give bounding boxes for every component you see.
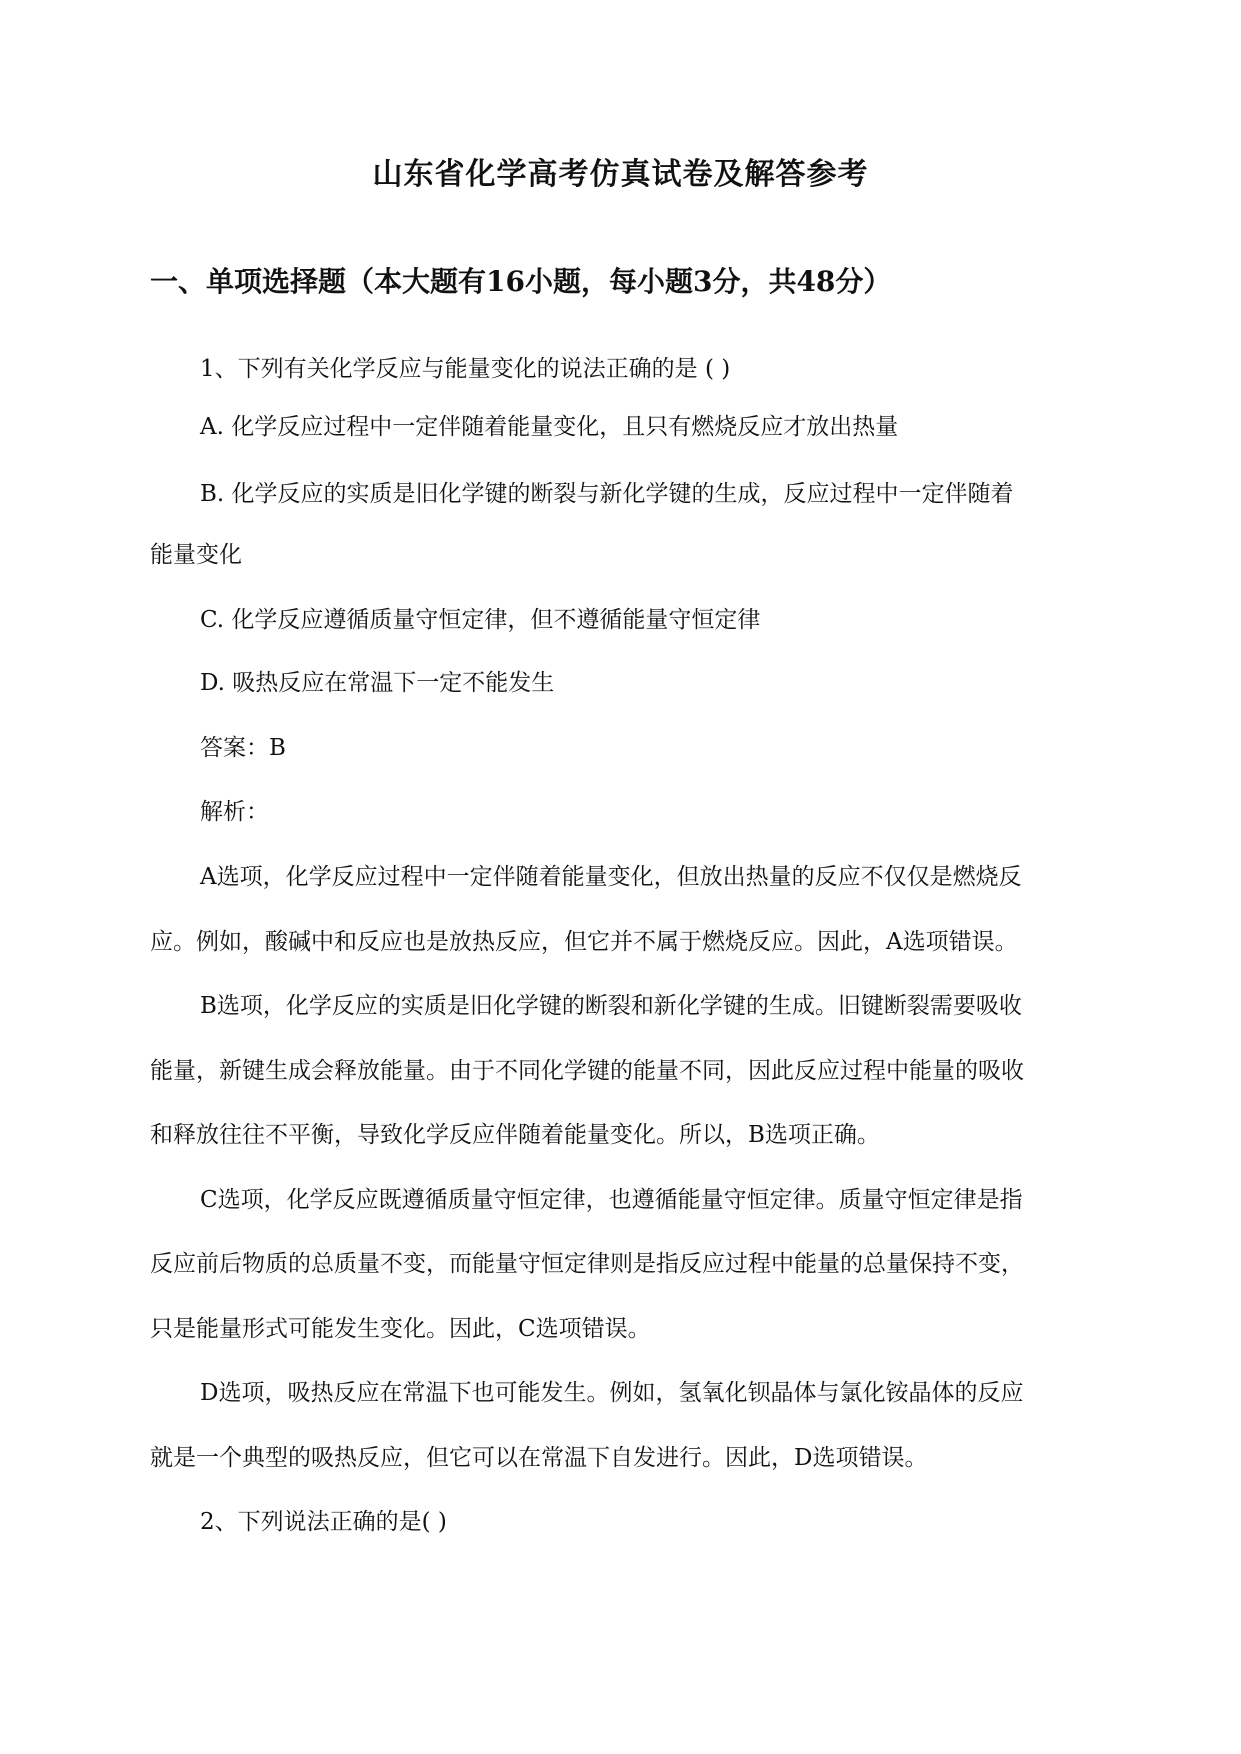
analysis-a-line-2: 应。例如，酸碱中和反应也是放热反应，但它并不属于燃烧反应。因此，A选项错误。: [150, 929, 1018, 955]
document-title: 山东省化学高考仿真试卷及解答参考: [372, 157, 869, 192]
question-1-option-d: D. 吸热反应在常温下一定不能发生: [200, 670, 555, 696]
question-1-option-b-line-2: 能量变化: [150, 542, 242, 568]
section-heading: 一、单项选择题（本大题有16小题，每小题3分，共48分）: [150, 265, 892, 298]
analysis-a-line-1: A选项，化学反应过程中一定伴随着能量变化，但放出热量的反应不仅仅是燃烧反: [200, 864, 1022, 890]
analysis-c-line-1: C选项，化学反应既遵循质量守恒定律，也遵循能量守恒定律。质量守恒定律是指: [200, 1187, 1023, 1213]
question-1-stem: 1、下列有关化学反应与能量变化的说法正确的是 ( ): [200, 356, 731, 382]
question-1-option-a: A. 化学反应过程中一定伴随着能量变化，且只有燃烧反应才放出热量: [200, 414, 899, 440]
analysis-c-line-3: 只是能量形式可能发生变化。因此，C选项错误。: [150, 1316, 651, 1342]
analysis-d-line-2: 就是一个典型的吸热反应，但它可以在常温下自发进行。因此，D选项错误。: [150, 1445, 928, 1471]
question-1-answer: 答案：B: [200, 735, 286, 761]
analysis-c-line-2: 反应前后物质的总质量不变，而能量守恒定律则是指反应过程中能量的总量保持不变，: [150, 1251, 1024, 1277]
question-2-stem: 2、下列说法正确的是( ): [200, 1509, 447, 1535]
analysis-b-line-3: 和释放往往不平衡，导致化学反应伴随着能量变化。所以，B选项正确。: [150, 1122, 880, 1148]
analysis-b-line-2: 能量，新键生成会释放能量。由于不同化学键的能量不同，因此反应过程中能量的吸收: [150, 1058, 1024, 1084]
analysis-d-line-1: D选项，吸热反应在常温下也可能发生。例如，氢氧化钡晶体与氯化铵晶体的反应: [200, 1380, 1024, 1406]
question-1-option-c: C. 化学反应遵循质量守恒定律，但不遵循能量守恒定律: [200, 607, 761, 633]
question-1-option-b-line-1: B. 化学反应的实质是旧化学键的断裂与新化学键的生成，反应过程中一定伴随着: [200, 481, 1014, 507]
analysis-label: 解析：: [200, 799, 269, 825]
analysis-b-line-1: B选项，化学反应的实质是旧化学键的断裂和新化学键的生成。旧键断裂需要吸收: [200, 993, 1022, 1019]
